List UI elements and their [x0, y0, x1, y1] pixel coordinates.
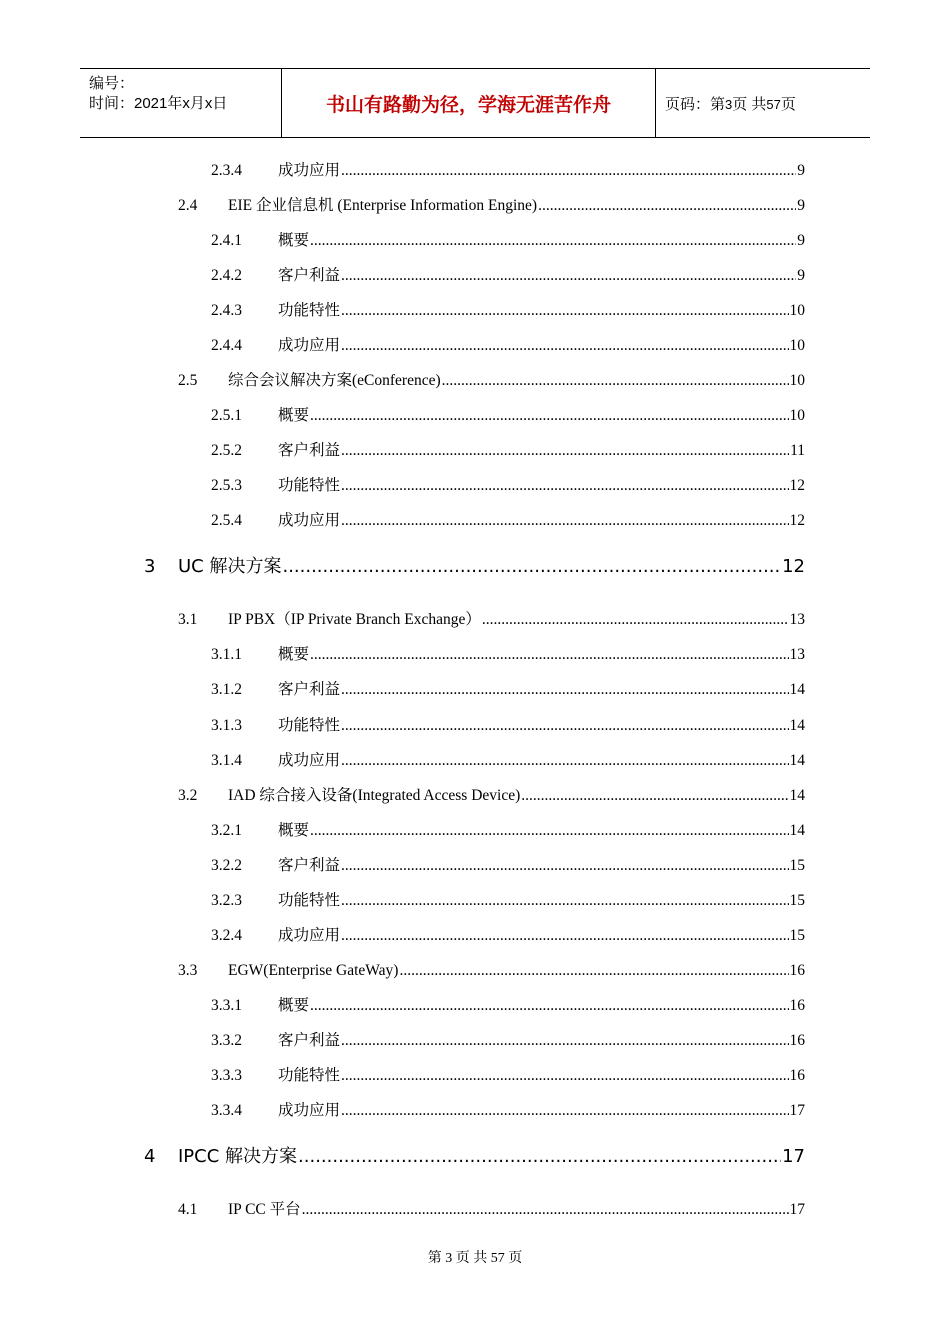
toc-entry-number: 3.2.4 — [211, 927, 242, 944]
footer-total-pages: 57 — [490, 1251, 505, 1266]
toc-entry-title: 概要 — [278, 407, 310, 424]
toc-dot-leader — [310, 406, 788, 426]
toc-entry[interactable] — [211, 996, 805, 1016]
header-page-info — [665, 93, 796, 114]
toc-entry-number: 3.2.2 — [211, 857, 242, 874]
toc-entry[interactable] — [211, 856, 805, 876]
toc-entry-page: 15 — [789, 857, 805, 874]
toc-entry-title: 成功应用 — [278, 162, 341, 179]
toc-dot-leader — [341, 1031, 788, 1051]
toc-entry-page: 14 — [789, 787, 805, 804]
toc-entry-title: 成功应用 — [278, 512, 341, 529]
toc-dot-leader — [399, 961, 788, 981]
toc-entry[interactable] — [178, 610, 805, 630]
toc-entry-number: 2.4.4 — [211, 337, 242, 354]
toc-entry-title: 功能特性 — [278, 892, 341, 909]
toc-entry-page: 10 — [789, 407, 805, 424]
toc-entry[interactable] — [211, 821, 805, 841]
toc-dot-leader — [341, 511, 788, 531]
toc-entry-title: IAD 综合接入设备(Integrated Access Device) — [228, 787, 521, 804]
toc-entry[interactable] — [178, 371, 805, 391]
toc-entry-page: 17 — [789, 1201, 805, 1218]
toc-entry[interactable] — [211, 751, 805, 771]
document-time-label: 时间：2021年x月x日 — [89, 95, 228, 112]
toc-entry-title: 功能特性 — [278, 1067, 341, 1084]
toc-entry-title: 客户利益 — [278, 267, 341, 284]
toc-dot-leader — [442, 371, 789, 391]
toc-entry-page: 9 — [797, 162, 805, 179]
toc-dot-leader — [310, 996, 788, 1016]
toc-entry[interactable] — [211, 511, 805, 531]
toc-dot-leader — [341, 680, 788, 700]
footer-mid: 页 共 — [455, 1251, 488, 1266]
toc-dot-leader — [341, 161, 796, 181]
toc-entry-number: 3.3.3 — [211, 1067, 242, 1084]
toc-entry-number: 2.4.1 — [211, 232, 242, 249]
toc-entry[interactable] — [211, 891, 805, 911]
toc-entry-page: 16 — [789, 1032, 805, 1049]
toc-dot-leader — [282, 555, 781, 579]
toc-entry-number: 2.5.1 — [211, 407, 242, 424]
toc-entry-number: 3.1.3 — [211, 717, 242, 734]
toc-entry-page: 14 — [789, 717, 805, 734]
toc-entry[interactable] — [211, 716, 805, 736]
toc-entry-number: 2.5.4 — [211, 512, 242, 529]
toc-entry-page: 16 — [789, 997, 805, 1014]
toc-dot-leader — [341, 441, 789, 461]
toc-dot-leader — [538, 196, 796, 216]
toc-entry-title: 概要 — [278, 232, 310, 249]
toc-dot-leader — [341, 716, 788, 736]
toc-entry-number: 3.3 — [178, 962, 198, 979]
toc-entry-number: 2.5.2 — [211, 442, 242, 459]
toc-entry[interactable] — [211, 645, 805, 665]
toc-entry-number: 4.1 — [178, 1201, 198, 1218]
toc-entry-title: 概要 — [278, 822, 310, 839]
toc-dot-leader — [310, 231, 796, 251]
toc-entry-page: 16 — [789, 1067, 805, 1084]
toc-entry-page: 14 — [789, 681, 805, 698]
toc-entry-number: 3.3.1 — [211, 997, 242, 1014]
toc-entry-page: 12 — [782, 556, 805, 577]
toc-entry-number: 3.1 — [178, 611, 198, 628]
toc-entry-title: 成功应用 — [278, 337, 341, 354]
toc-dot-leader — [341, 891, 788, 911]
toc-entry-title: 概要 — [278, 646, 310, 663]
toc-entry-title: EIE 企业信息机 (Enterprise Information Engine) — [228, 197, 538, 214]
toc-entry-number: 3.1.2 — [211, 681, 242, 698]
toc-entry-title: UC 解决方案 — [178, 556, 282, 577]
toc-entry[interactable] — [211, 406, 805, 426]
toc-entry[interactable] — [211, 231, 805, 251]
toc-entry-number: 2.4.2 — [211, 267, 242, 284]
toc-entry-number: 3 — [144, 556, 156, 577]
toc-entry-title: 概要 — [278, 997, 310, 1014]
toc-entry[interactable] — [211, 926, 805, 946]
toc-entry-title: IP CC 平台 — [228, 1201, 301, 1218]
toc-entry-title: 成功应用 — [278, 1102, 341, 1119]
header-page-current: 3 — [725, 96, 733, 112]
header-meta — [80, 69, 281, 137]
footer-current-page: 3 — [445, 1251, 453, 1266]
toc-entry-page: 9 — [797, 267, 805, 284]
toc-entry-page: 10 — [789, 337, 805, 354]
toc-dot-leader — [482, 610, 789, 630]
toc-entry[interactable] — [178, 1200, 805, 1220]
toc-entry-title: 综合会议解决方案(eConference) — [228, 372, 441, 389]
toc-entry-title: 成功应用 — [278, 927, 341, 944]
header-motto: 书山有路勤为径，学海无涯苦作舟 — [325, 93, 611, 116]
toc-entry-number: 3.2.1 — [211, 822, 242, 839]
toc-entry-page: 13 — [789, 646, 805, 663]
header-page-mid: 页 共 — [732, 95, 767, 113]
toc-entry[interactable] — [211, 161, 805, 181]
toc-entry-number: 2.4 — [178, 197, 198, 214]
toc-dot-leader — [341, 1101, 788, 1121]
toc-entry-title: 客户利益 — [278, 857, 341, 874]
toc-entry-number: 2.4.3 — [211, 302, 242, 319]
toc-entry-number: 2.5.3 — [211, 477, 242, 494]
toc-dot-leader — [310, 821, 788, 841]
toc-entry-number: 2.5 — [178, 372, 198, 389]
toc-dot-leader — [341, 266, 796, 286]
toc-dot-leader — [341, 926, 788, 946]
toc-entry-number: 4 — [144, 1146, 156, 1167]
toc-entry-title: 客户利益 — [278, 681, 341, 698]
toc-dot-leader — [341, 476, 788, 496]
toc-entry-page: 10 — [789, 302, 805, 319]
footer-suffix: 页 — [508, 1251, 523, 1266]
toc-entry[interactable] — [178, 961, 805, 981]
toc-entry[interactable] — [211, 301, 805, 321]
toc-entry[interactable] — [211, 441, 805, 461]
toc-entry-page: 14 — [789, 752, 805, 769]
toc-entry[interactable] — [178, 196, 805, 216]
footer-prefix: 第 — [427, 1251, 442, 1266]
toc-entry-title: 客户利益 — [278, 1032, 341, 1049]
toc-entry-number: 3.3.4 — [211, 1102, 242, 1119]
toc-entry[interactable] — [178, 786, 805, 806]
toc-entry[interactable] — [211, 1066, 805, 1086]
toc-entry-title: 客户利益 — [278, 442, 341, 459]
toc-entry-page: 9 — [797, 197, 805, 214]
toc-entry-page: 12 — [789, 512, 805, 529]
toc-entry-number: 3.1.4 — [211, 752, 242, 769]
toc-entry-title: IP PBX（IP Private Branch Exchange） — [228, 611, 481, 628]
toc-entry[interactable] — [211, 336, 805, 356]
toc-entry-number: 3.2 — [178, 787, 198, 804]
toc-dot-leader — [341, 751, 788, 771]
toc-entry[interactable] — [211, 1101, 805, 1121]
toc-dot-leader — [341, 336, 788, 356]
toc-entry-title: EGW(Enterprise GateWay) — [228, 962, 399, 979]
toc-entry-title: 功能特性 — [278, 717, 341, 734]
toc-entry-number: 3.2.3 — [211, 892, 242, 909]
toc-entry-number: 3.1.1 — [211, 646, 242, 663]
toc-dot-leader — [302, 1200, 789, 1220]
page-footer — [0, 1247, 950, 1267]
toc-entry-page: 12 — [789, 477, 805, 494]
toc-entry-title: 功能特性 — [278, 302, 341, 319]
toc-dot-leader — [310, 645, 788, 665]
toc-entry-page: 13 — [789, 611, 805, 628]
toc-entry-page: 17 — [782, 1146, 805, 1167]
toc-dot-leader — [298, 1145, 781, 1169]
toc-entry-page: 11 — [790, 442, 805, 459]
toc-entry[interactable] — [211, 1031, 805, 1051]
toc-entry[interactable] — [144, 555, 805, 579]
header-page-total: 57 — [766, 96, 781, 112]
page-header — [80, 68, 870, 138]
toc-entry-title: IPCC 解决方案 — [178, 1146, 298, 1167]
header-motto-cell — [281, 69, 656, 137]
toc-entry-title: 成功应用 — [278, 752, 341, 769]
toc-dot-leader — [341, 1066, 788, 1086]
toc-entry-number: 3.3.2 — [211, 1032, 242, 1049]
toc-dot-leader — [341, 301, 788, 321]
toc-entry[interactable] — [211, 476, 805, 496]
toc-dot-leader — [341, 856, 788, 876]
document-number-label: 编号： — [89, 75, 135, 92]
toc-dot-leader — [521, 786, 788, 806]
toc-entry-page: 15 — [789, 927, 805, 944]
toc-entry-page: 10 — [789, 372, 805, 389]
toc-entry-title: 功能特性 — [278, 477, 341, 494]
toc-entry-page: 17 — [789, 1102, 805, 1119]
toc-entry-number: 2.3.4 — [211, 162, 242, 179]
toc-entry[interactable] — [144, 1145, 805, 1169]
header-page-prefix: 页码：第 — [665, 95, 726, 113]
toc-entry-page: 16 — [789, 962, 805, 979]
toc-entry[interactable] — [211, 680, 805, 700]
toc-entry-page: 9 — [797, 232, 805, 249]
toc-entry[interactable] — [211, 266, 805, 286]
header-page-cell — [656, 69, 870, 137]
toc-entry-page: 15 — [789, 892, 805, 909]
header-page-suffix: 页 — [780, 95, 796, 113]
toc-entry-page: 14 — [789, 822, 805, 839]
